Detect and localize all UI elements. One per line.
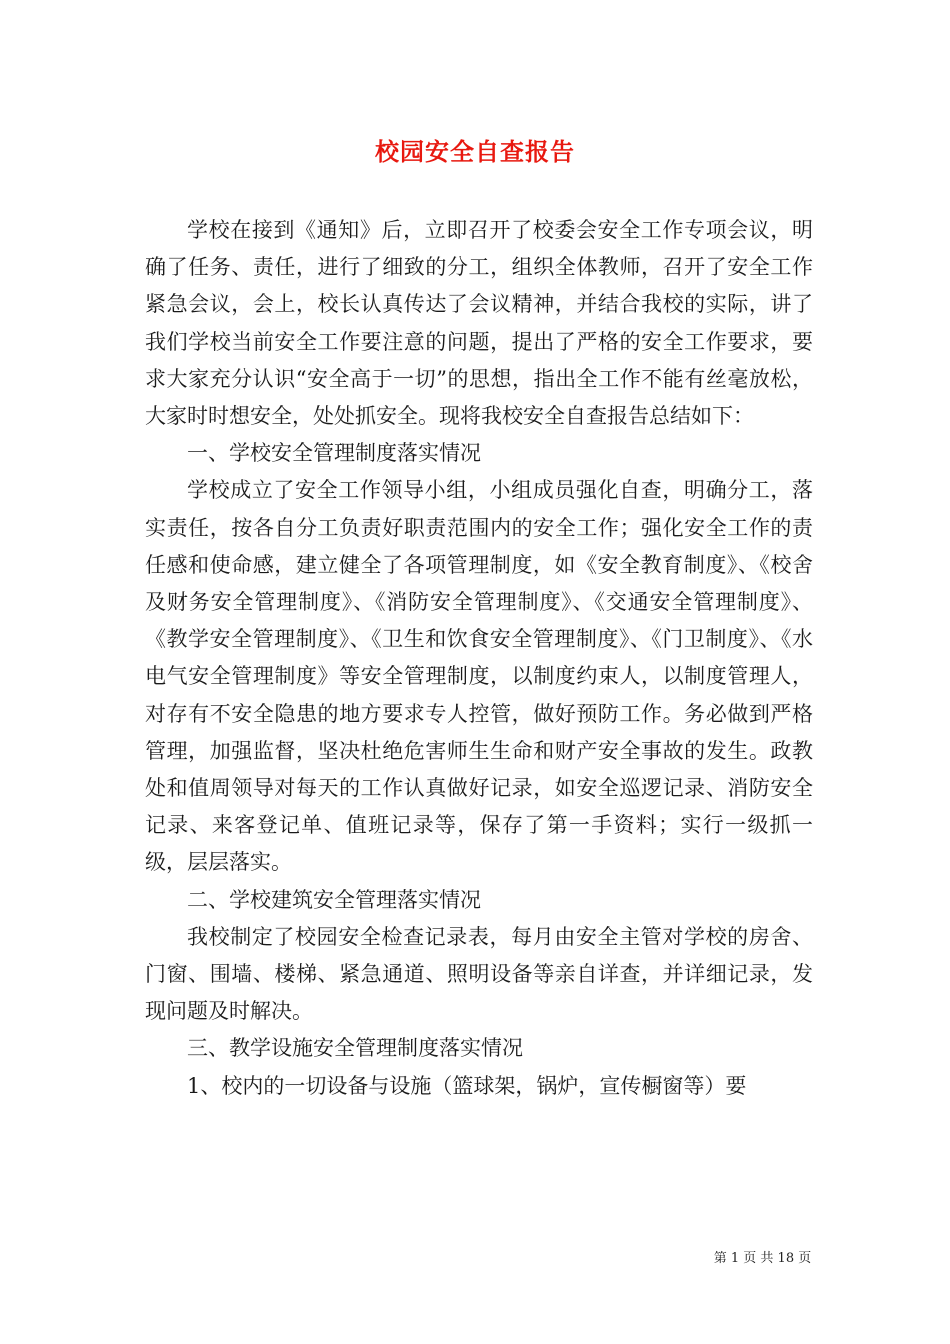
section-heading-3: 三、教学设施安全管理制度落实情况 <box>187 1036 523 1061</box>
intro-paragraph: 学校在接到《通知》后，立即召开了校委会安全工作专项会议，明确了任务、责任，进行了细致的分工，组织全体教师，召开了安全工作紧急会议，会上，校长认真传达了会议精神，并结合我校的实际，讲了我们学校当前安全工作要注意的问题，提出了严格的安全工作要求，要求大家充分认识“安全高于一切”的思想，指出全工作不能有丝毫放松，大家时时想安全，处处抓安全。现将我校安全自查报告总结如下： <box>145 218 813 429</box>
page-number: 第 1 页 共 18 页 <box>713 1251 812 1266</box>
section-2-paragraph: 我校制定了校园安全检查记录表，每月由安全主管对学校的房舍、门窗、围墙、楼梯、紧急通道、照明设备等亲自详查，并详细记录，发现问题及时解决。 <box>145 924 813 1024</box>
page-footer <box>0 1247 950 1266</box>
document-body <box>145 212 813 1105</box>
section-1-paragraph: 学校成立了安全工作领导小组，小组成员强化自查，明确分工，落实责任，按各自分工负责好职责范围内的安全工作；强化安全工作的责任感和使命感，建立健全了各项管理制度，如《安全教育制度》、《校舍及财务安全管理制度》、《消防安全管理制度》、《交通安全管理制度》、《教学安全管理制度》、《卫生和饮食安全管理制度》、《门卫制度》、《水电气安全管理制度》等安全管理制度，以制度约束人，以制度管理人，对存有不安全隐患的地方要求专人控管，做好预防工作。务必做到严格管理，加强监督，坚决杜绝危害师生生命和财产安全事故的发生。政教处和值周领导对每天的工作认真做好记录，如安全巡逻记录、消防安全记录、来客登记单、值班记录等，保存了第一手资料；实行一级抓一级，层层落实。 <box>145 478 813 875</box>
document-title: 校园安全自查报告 <box>375 137 575 166</box>
section-heading-1: 一、学校安全管理制度落实情况 <box>187 441 481 466</box>
section-heading-2: 二、学校建筑安全管理落实情况 <box>187 887 481 912</box>
section-3-item-1: 1、校内的一切设备与设施（篮球架，锅炉，宣传橱窗等）要 <box>187 1073 747 1098</box>
